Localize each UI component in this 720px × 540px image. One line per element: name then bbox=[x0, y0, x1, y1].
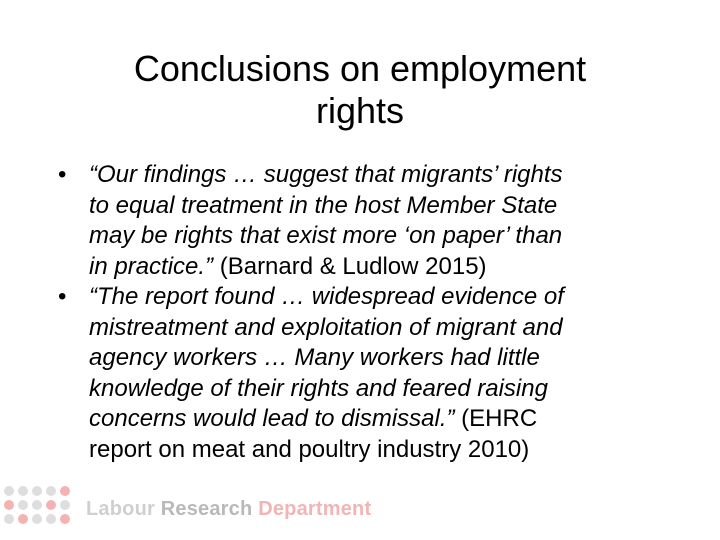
logo-dot bbox=[60, 514, 70, 524]
logo-word-research: Research bbox=[160, 498, 253, 520]
quote-line: to equal treatment in the host Member State bbox=[89, 191, 558, 219]
logo-word-department: Department bbox=[258, 498, 372, 520]
logo-dot bbox=[18, 514, 28, 524]
quote-line: agency workers … Many workers had little bbox=[89, 344, 540, 371]
logo-dot bbox=[4, 500, 14, 510]
quote-line: “Our findings … suggest that migrants’ rights bbox=[89, 161, 563, 188]
logo-wordmark bbox=[86, 498, 371, 521]
logo-dot bbox=[4, 514, 14, 524]
citation: report on meat and poultry industry 2010) bbox=[89, 435, 530, 463]
title-line: Conclusions on employment bbox=[133, 48, 587, 89]
logo-dot bbox=[4, 486, 14, 496]
bullet-icon: • bbox=[58, 161, 67, 188]
slide-title bbox=[60, 48, 660, 132]
bullet-item bbox=[50, 160, 670, 282]
citation: (Barnard & Ludlow 2015) bbox=[213, 252, 487, 280]
logo-word-labour: Labour bbox=[86, 498, 155, 520]
dot-grid-icon bbox=[4, 486, 76, 534]
logo-dot bbox=[32, 514, 42, 524]
logo-dot bbox=[60, 500, 70, 510]
logo-dot bbox=[18, 500, 28, 510]
quote-line: knowledge of their rights and feared raising bbox=[89, 374, 548, 402]
logo-dot bbox=[32, 500, 42, 510]
bullet-list bbox=[50, 160, 670, 465]
bullet-item bbox=[50, 282, 670, 465]
logo-dot bbox=[60, 486, 70, 496]
title-line: rights bbox=[315, 90, 405, 131]
bullet-icon: • bbox=[58, 283, 67, 310]
quote-line: mistreatment and exploitation of migrant and bbox=[89, 313, 563, 341]
citation: (EHRC bbox=[454, 405, 538, 432]
quote-line: may be rights that exist more ‘on paper’ than bbox=[89, 222, 563, 249]
quote-line: concerns would lead to dismissal.” bbox=[89, 405, 455, 432]
logo-dot bbox=[46, 514, 56, 524]
logo-dot bbox=[32, 486, 42, 496]
logo-dot bbox=[46, 486, 56, 496]
labour-research-department-logo bbox=[0, 484, 430, 534]
quote-line: “The report found … widespread evidence of bbox=[89, 283, 564, 310]
logo-dot bbox=[46, 500, 56, 510]
logo-dot bbox=[18, 486, 28, 496]
quote-line: in practice.” bbox=[89, 252, 214, 280]
